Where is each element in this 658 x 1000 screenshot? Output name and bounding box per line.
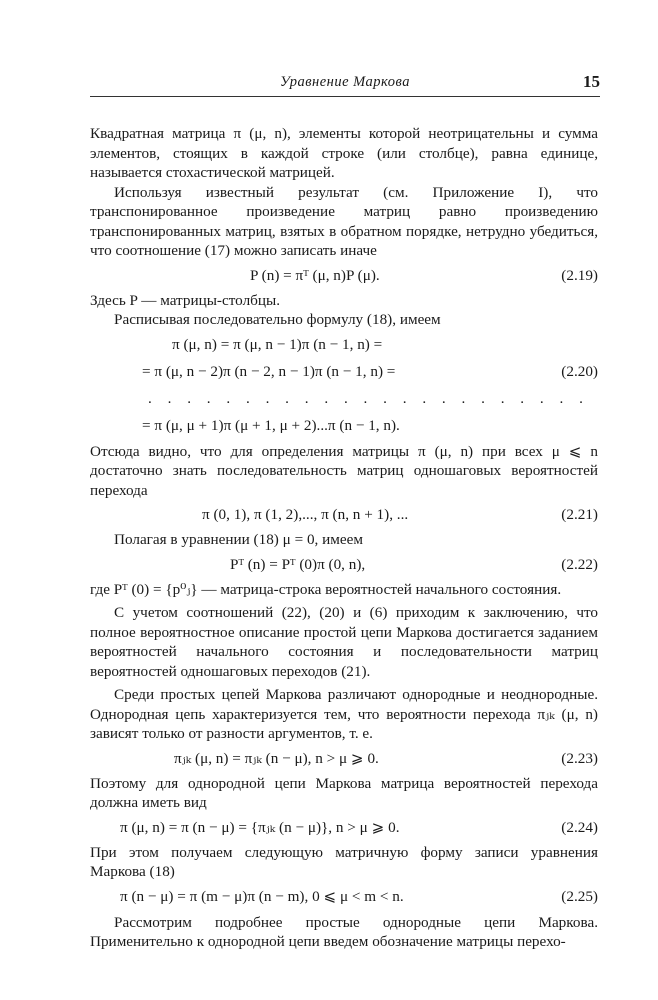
equation-number: (2.21) [561, 506, 598, 523]
paragraph-matrix-form: Поэтому для однородной цепи Маркова матрица вероятностей перехода должна иметь вид [90, 774, 598, 811]
equation-formula: π (μ, n) = π (μ, n − 1)π (n − 1, n) = [172, 335, 383, 353]
equation-number: (2.24) [561, 818, 598, 836]
equation-number: (2.25) [561, 887, 598, 905]
equation-number: (2.19) [561, 266, 598, 284]
equation-formula: πⱼₖ (μ, n) = πⱼₖ (n − μ), n > μ ⩾ 0. [174, 749, 379, 767]
equation-formula: π (0, 1), π (1, 2),..., π (n, n + 1), ... [202, 506, 409, 523]
equation-2-23 [90, 747, 598, 771]
equation-2-24 [90, 816, 598, 840]
page-body [90, 124, 598, 952]
equation-2-22 [90, 553, 598, 577]
equation-formula: π (n − μ) = π (m − μ)π (n − m), 0 ⩽ μ < m < n. [120, 887, 404, 905]
paragraph-homogeneous: Среди простых цепей Маркова различают однородные и неоднородные. Однородная цепь характеризуется тем, что вероятности перехода πⱼₖ (μ, n) зависят только от разности аргументов, т. е. [90, 686, 598, 742]
equation-formula: Pᵀ (n) = Pᵀ (0)π (0, n), [230, 555, 366, 573]
equation-formula: π (μ, n) = π (n − μ) = {πⱼₖ (n − μ)}, n > μ ⩾ 0. [120, 818, 400, 836]
page-number: 15 [583, 72, 600, 91]
equation-2-25 [90, 885, 598, 909]
equation-2-20-line3 [90, 414, 598, 438]
equation-number: (2.23) [561, 749, 598, 767]
paragraph-markov-eq: При этом получаем следующую матричную форму записи уравнения Маркова (18) [90, 843, 598, 880]
paragraph-stochastic-matrix: Квадратная матрица π (μ, n), элементы которой неотрицательны и сумма элементов, стоящих в каждой строке (или столбце), равна единице, называется стохастической матрицей. [90, 125, 598, 181]
paragraph-expand: Расписывая последовательно формулу (18), имеем [114, 311, 441, 328]
running-header [90, 72, 600, 97]
equation-formula: = π (μ, n − 2)π (n − 2, n − 1)π (n − 1, n) = [142, 362, 396, 380]
equation-2-19 [90, 264, 598, 288]
equation-formula: P (n) = πᵀ (μ, n)P (μ). [250, 266, 380, 284]
equation-2-20-line2 [90, 360, 598, 384]
running-title: Уравнение Маркова [280, 74, 410, 90]
equation-formula: = π (μ, μ + 1)π (μ + 1, μ + 2)...π (n − 1, n). [142, 416, 400, 434]
equation-number: (2.20) [561, 362, 598, 380]
paragraph-initial-state: где Pᵀ (0) = {p⁰ⱼ} — матрица-строка вероятностей начального состояния. [90, 580, 562, 598]
paragraph-transpose: Используя известный результат (см. Приложение I), что транспонированное произведение матриц равно произведению транспонированных матриц, взятых в обратном порядке, нетрудно убедиться, что соотношение (17) можно записать иначе [90, 183, 598, 259]
paragraph-one-step: Отсюда видно, что для определения матрицы π (μ, n) при всех μ ⩽ n достаточно знать последовательность матриц одношаговых вероятностей перехода [90, 442, 598, 499]
equation-2-20-line1 [90, 333, 598, 357]
equation-number: (2.22) [561, 555, 598, 573]
paragraph-continue: Рассмотрим подробнее простые однородные цепи Маркова. Применительно к однородной цепи введем обозначение матрицы перехо- [90, 913, 598, 950]
equation-2-21 [90, 503, 598, 527]
paragraph-columns: Здесь P — матрицы-столбцы. [90, 291, 280, 309]
paragraph-mu-zero: Полагая в уравнении (18) μ = 0, имеем [114, 531, 363, 548]
equation-2-20-dots [90, 387, 598, 411]
paragraph-conclusion: С учетом соотношений (22), (20) и (6) приходим к заключению, что полное вероятностное описание простой цепи Маркова достигается заданием вероятностей начального состояния и последовательности матриц вероятностей одношаговых переходов (21). [90, 604, 598, 680]
equation-ellipsis: . . . . . . . . . . . . . . . . . . . . . . . [148, 389, 589, 407]
